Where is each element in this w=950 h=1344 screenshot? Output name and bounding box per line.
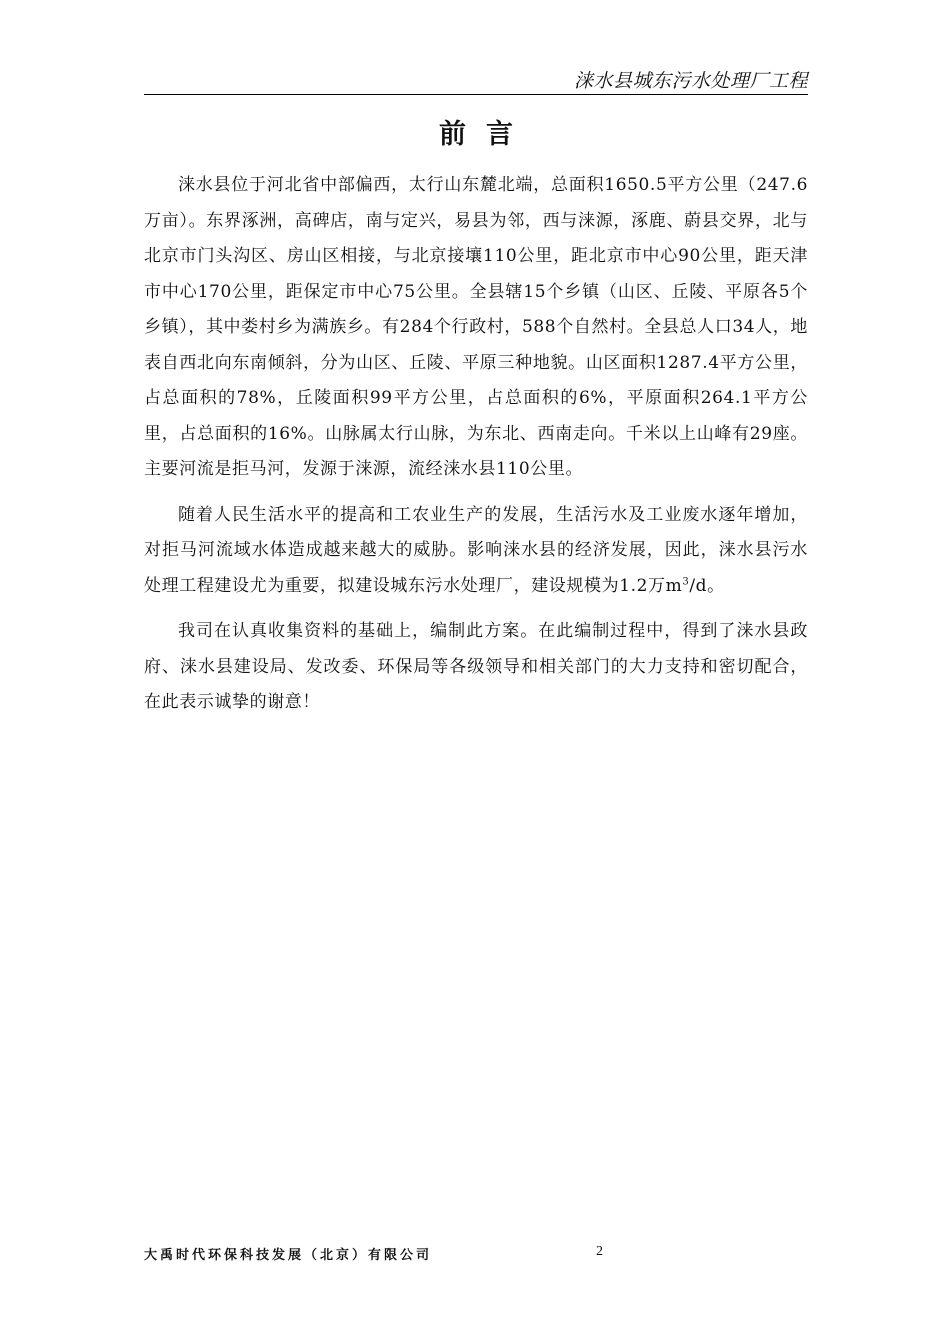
- paragraph-background-tail: /d。: [689, 575, 725, 596]
- page-header: [144, 66, 808, 95]
- unit-superscript: 3: [682, 575, 690, 587]
- document-body: [144, 168, 808, 731]
- page-footer: [144, 1244, 808, 1268]
- paragraph-background: [144, 498, 808, 605]
- header-title: 涞水县城东污水处理厂工程: [573, 70, 808, 92]
- footer-company: 大禹时代环保科技发展（北京）有限公司: [144, 1248, 433, 1263]
- page-number: 2: [596, 1244, 603, 1259]
- paragraph-background-text: 随着人民生活水平的提高和工农业生产的发展，生活污水及工业废水逐年增加，对拒马河流域水体造成越来越大的威胁。影响涞水县的经济发展，因此，涞水县污水处理工程建设尤为重要，拟建设城东污水处理厂，建设规模为1.2万m: [144, 504, 808, 596]
- paragraph-acknowledgement: 我司在认真收集资料的基础上，编制此方案。在此编制过程中，得到了涞水县政府、涞水县建设局、发改委、环保局等各级领导和相关部门的大力支持和密切配合，在此表示诚挚的谢意！: [144, 621, 808, 712]
- page-title: 前言: [439, 119, 533, 150]
- paragraph-intro: 涞水县位于河北省中部偏西，太行山东麓北端，总面积1650.5平方公里（247.6万亩）。东界涿洲，高碑店，南与定兴，易县为邻，西与涞源，涿鹿、蔚县交界，北与北京市门头沟区、房山区相接，与北京接壤110公里，距北京市中心90公里，距天津市中心170公里，距保定市中心75公里。全县辖15个乡镇（山区、丘陵、平原各5个乡镇），其中娄村乡为满族乡。有284个行政村，588个自然村。全县总人口34人，地表自西北向东南倾斜，分为山区、丘陵、平原三种地貌。山区面积1287.4平方公里，占总面积的78%，丘陵面积99平方公里，占总面积的6%，平原面积264.1平方公里，占总面积的16%。山脉属太行山脉，为东北、西南走向。千米以上山峰有29座。主要河流是拒马河，发源于涞源，流经涞水县110公里。: [144, 175, 808, 479]
